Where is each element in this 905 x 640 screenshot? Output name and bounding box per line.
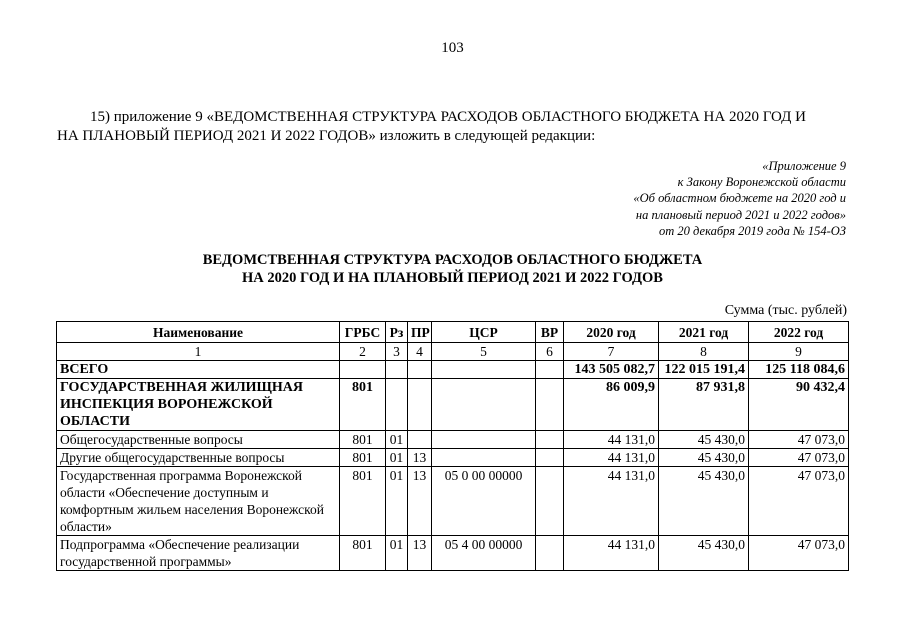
cell-pr (408, 379, 432, 431)
cell-2022: 47 073,0 (749, 536, 849, 571)
cell-2021: 87 931,8 (659, 379, 749, 431)
appendix-line-5: от 20 декабря 2019 года № 154-ОЗ (659, 223, 846, 238)
cell-2022: 90 432,4 (749, 379, 849, 431)
document-title (0, 251, 905, 287)
table-row-ministry (57, 379, 849, 431)
column-number: 2 (340, 343, 386, 361)
table-row (57, 449, 849, 467)
header-name: Наименование (57, 322, 340, 343)
table-header-row (57, 322, 849, 343)
cell-2020: 86 009,9 (564, 379, 659, 431)
cell-csr (432, 361, 536, 379)
cell-pr (408, 361, 432, 379)
cell-grbs: 801 (340, 431, 386, 449)
cell-rz: 01 (386, 431, 408, 449)
cell-2020: 143 505 082,7 (564, 361, 659, 379)
cell-csr (432, 449, 536, 467)
cell-csr: 05 0 00 00000 (432, 467, 536, 536)
header-2020: 2020 год (564, 322, 659, 343)
appendix-reference (560, 158, 846, 239)
cell-name: ГОСУДАРСТВЕННАЯ ЖИЛИЩНАЯ ИНСПЕКЦИЯ ВОРОНЕЖСКОЙ ОБЛАСТИ (57, 379, 340, 431)
intro-line-1: 15) приложение 9 «ВЕДОМСТВЕННАЯ СТРУКТУРА РАСХОДОВ ОБЛАСТНОГО БЮДЖЕТА НА 2020 ГОД И (90, 109, 806, 125)
units-label: Сумма (тыс. рублей) (724, 303, 847, 318)
cell-csr: 05 4 00 00000 (432, 536, 536, 571)
header-vr: ВР (536, 322, 564, 343)
cell-grbs (340, 361, 386, 379)
document-title-line-1: ВЕДОМСТВЕННАЯ СТРУКТУРА РАСХОДОВ ОБЛАСТНОГО БЮДЖЕТА (202, 252, 703, 268)
header-grbs: ГРБС (340, 322, 386, 343)
intro-paragraph (57, 108, 847, 146)
column-number-row (57, 343, 849, 361)
document-title-line-2: НА 2020 ГОД И НА ПЛАНОВЫЙ ПЕРИОД 2021 И 2022 ГОДОВ (242, 270, 663, 286)
cell-name: Государственная программа Воронежской области «Обеспечение доступным и комфортным жильем населения Воронежской области» (57, 467, 340, 536)
cell-vr (536, 536, 564, 571)
cell-pr: 13 (408, 536, 432, 571)
appendix-line-4: на плановый период 2021 и 2022 годов» (635, 207, 846, 222)
cell-2020: 44 131,0 (564, 536, 659, 571)
cell-vr (536, 361, 564, 379)
cell-2022: 47 073,0 (749, 467, 849, 536)
appendix-line-3: «Об областном бюджете на 2020 год и (633, 191, 846, 206)
cell-csr (432, 431, 536, 449)
appendix-line-2: к Закону Воронежской области (677, 175, 846, 190)
column-number: 9 (749, 343, 849, 361)
cell-name: Другие общегосударственные вопросы (57, 449, 340, 467)
cell-grbs: 801 (340, 536, 386, 571)
intro-line-2: НА ПЛАНОВЫЙ ПЕРИОД 2021 И 2022 ГОДОВ» изложить в следующей редакции: (57, 128, 596, 144)
cell-rz (386, 361, 408, 379)
cell-name: Общегосударственные вопросы (57, 431, 340, 449)
cell-rz: 01 (386, 467, 408, 536)
column-number: 3 (386, 343, 408, 361)
column-number: 5 (432, 343, 536, 361)
column-number: 7 (564, 343, 659, 361)
cell-2022: 125 118 084,6 (749, 361, 849, 379)
cell-csr (432, 379, 536, 431)
cell-2021: 45 430,0 (659, 449, 749, 467)
column-number: 1 (57, 343, 340, 361)
column-number: 8 (659, 343, 749, 361)
column-number: 6 (536, 343, 564, 361)
cell-2022: 47 073,0 (749, 431, 849, 449)
cell-grbs: 801 (340, 379, 386, 431)
page-number: 103 (441, 40, 464, 56)
cell-rz (386, 379, 408, 431)
cell-2020: 44 131,0 (564, 467, 659, 536)
column-number: 4 (408, 343, 432, 361)
cell-pr: 13 (408, 449, 432, 467)
cell-name: Подпрограмма «Обеспечение реализации государственной программы» (57, 536, 340, 571)
header-2021: 2021 год (659, 322, 749, 343)
cell-vr (536, 467, 564, 536)
budget-table (56, 321, 849, 571)
cell-2022: 47 073,0 (749, 449, 849, 467)
cell-pr: 13 (408, 467, 432, 536)
cell-2021: 122 015 191,4 (659, 361, 749, 379)
table-row (57, 431, 849, 449)
cell-name: ВСЕГО (57, 361, 340, 379)
cell-vr (536, 431, 564, 449)
cell-vr (536, 379, 564, 431)
header-2022: 2022 год (749, 322, 849, 343)
header-csr: ЦСР (432, 322, 536, 343)
table-row (57, 536, 849, 571)
cell-rz: 01 (386, 536, 408, 571)
cell-rz: 01 (386, 449, 408, 467)
cell-2021: 45 430,0 (659, 536, 749, 571)
header-pr: ПР (408, 322, 432, 343)
cell-2020: 44 131,0 (564, 449, 659, 467)
cell-grbs: 801 (340, 449, 386, 467)
cell-2021: 45 430,0 (659, 467, 749, 536)
table-row (57, 467, 849, 536)
cell-2021: 45 430,0 (659, 431, 749, 449)
header-rz: Рз (386, 322, 408, 343)
cell-2020: 44 131,0 (564, 431, 659, 449)
appendix-line-1: «Приложение 9 (762, 159, 846, 173)
cell-grbs: 801 (340, 467, 386, 536)
cell-pr (408, 431, 432, 449)
table-row-total (57, 361, 849, 379)
cell-vr (536, 449, 564, 467)
